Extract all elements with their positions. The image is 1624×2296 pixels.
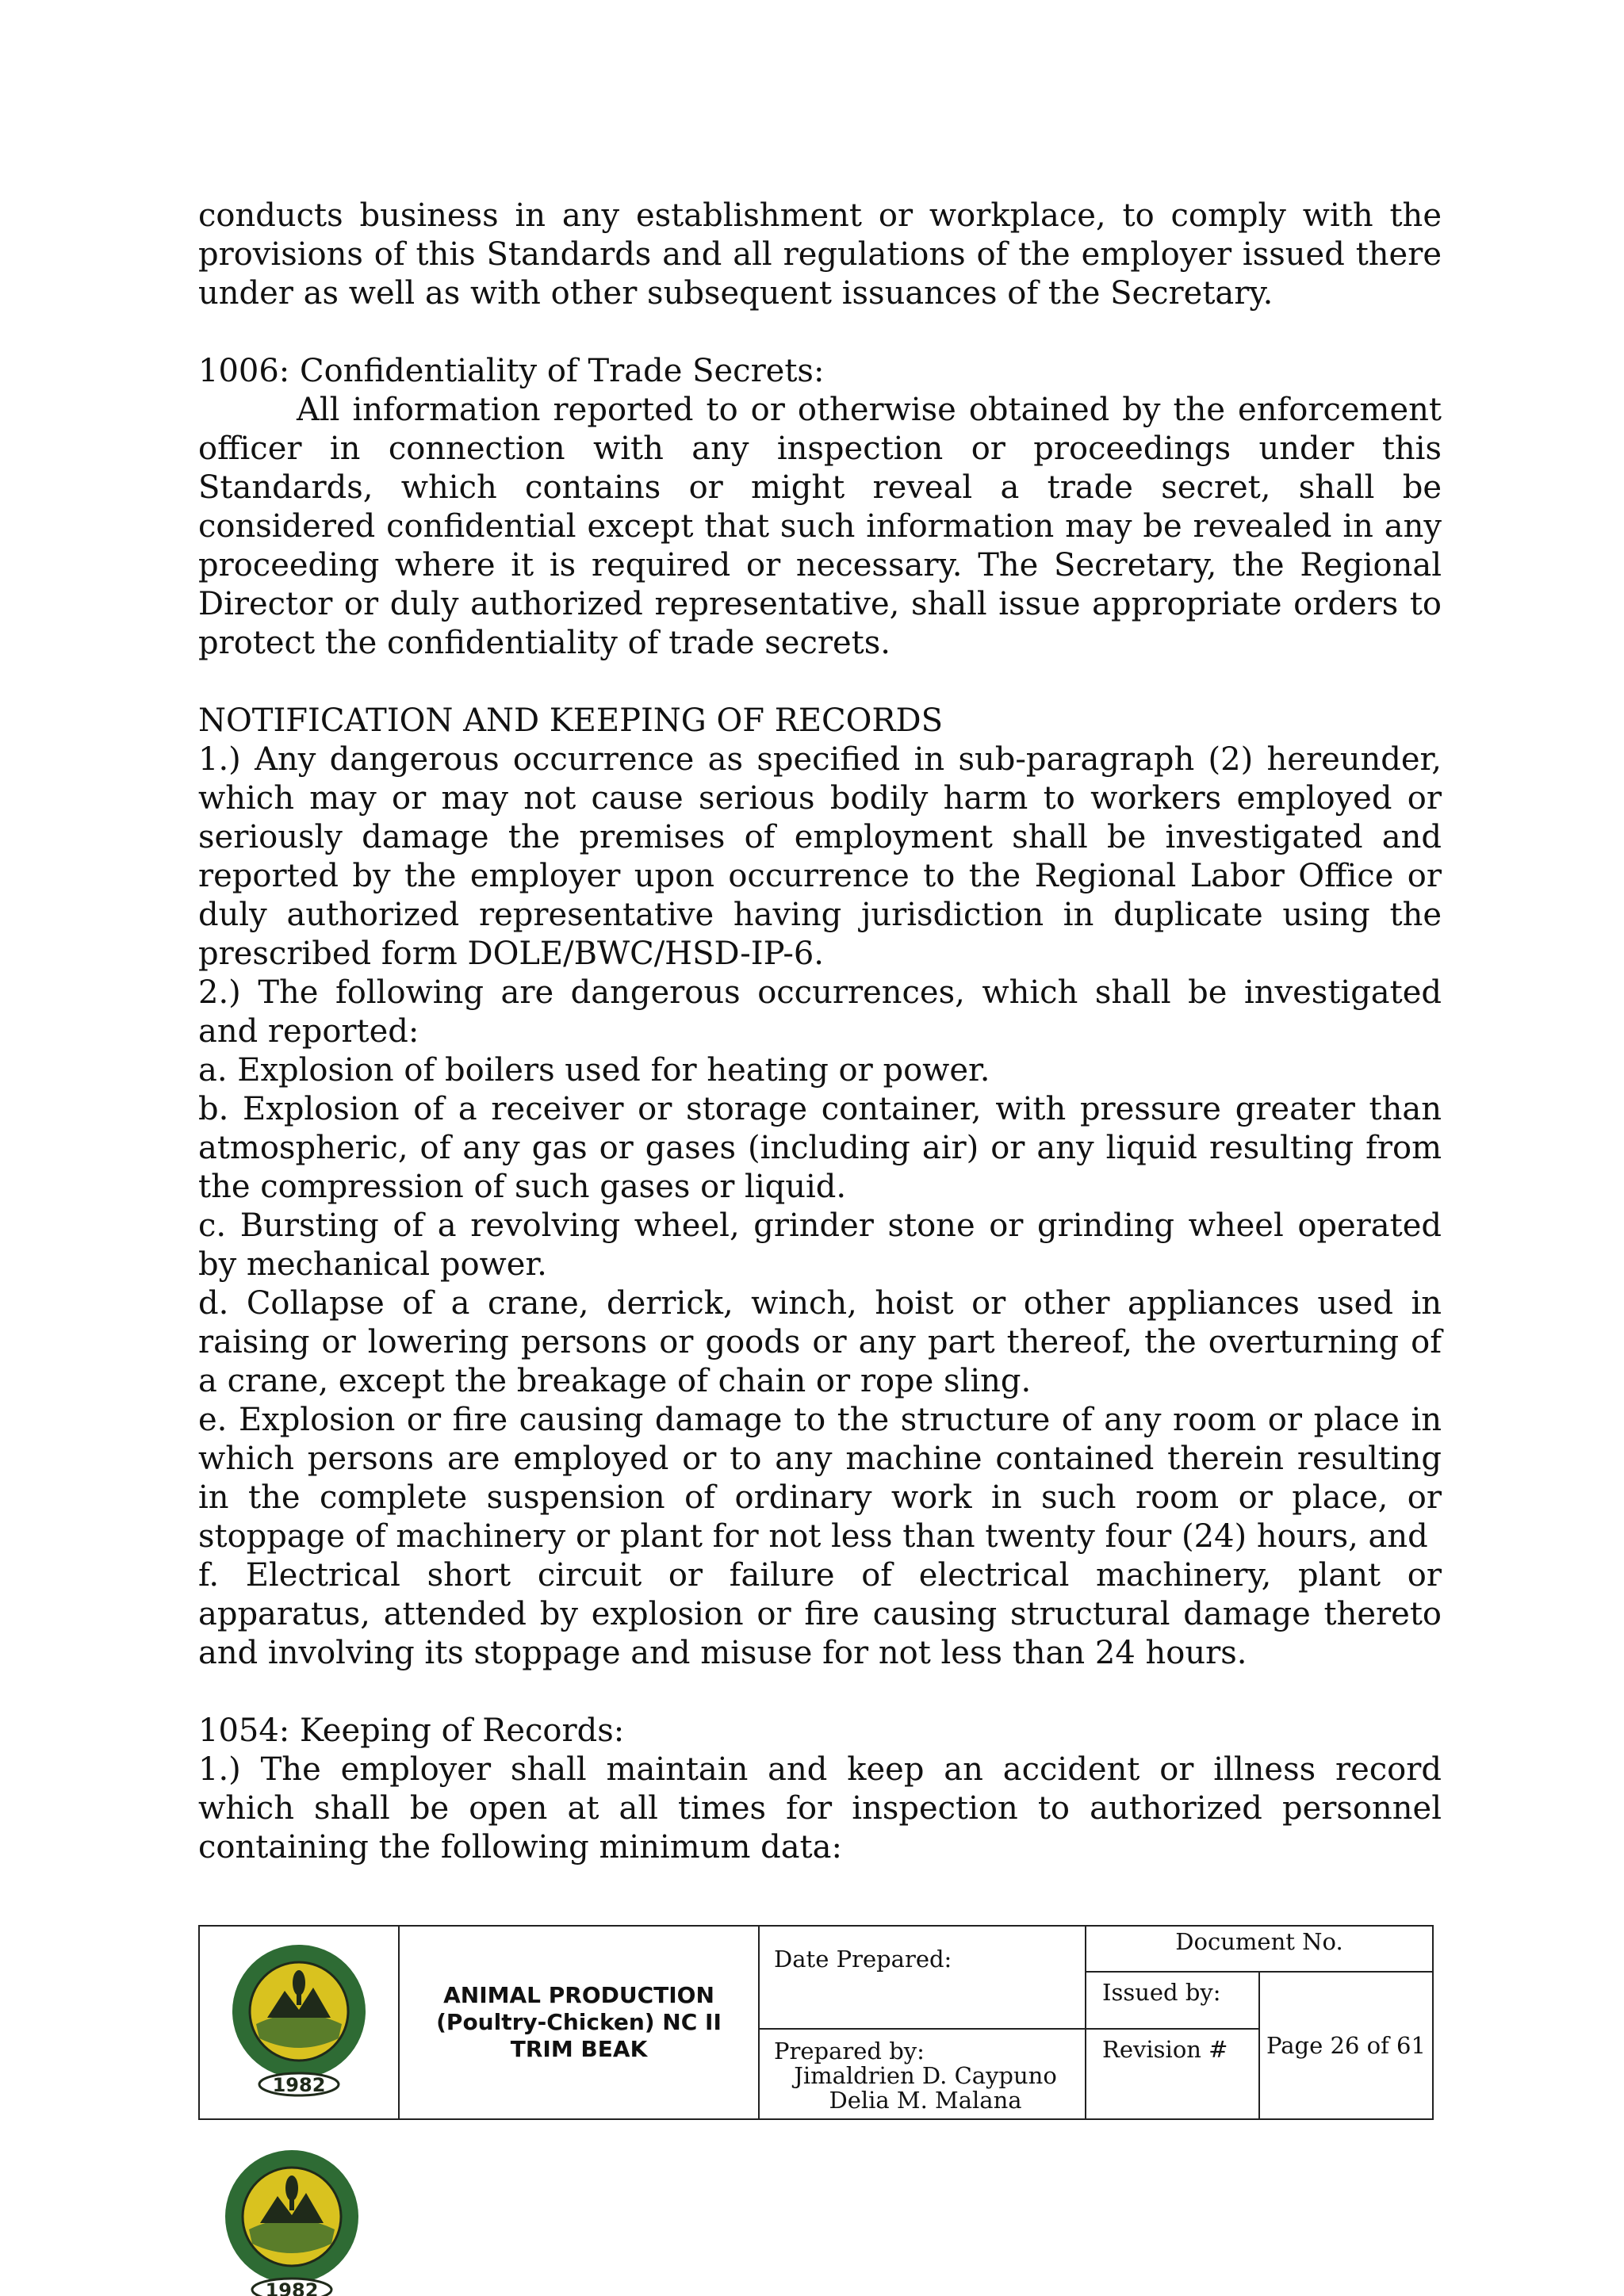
issued-by-label: Issued by:	[1102, 1979, 1221, 2006]
notification-item: 2.) The following are dangerous occurrences, which shall be investigated and reported:	[198, 974, 1442, 1050]
notification-item: 1.) Any dangerous occurrence as specified in sub-paragraph (2) hereunder, which may or may not cause serious bodily harm to workers employed or seriously damage the premises of employment shall be investigated and reported by the employer upon occurrence to the Regional Labor Office or duly authorized representative having jurisdiction in duplicate using the prescribed form DOLE/BWC/HSD-IP-6.	[198, 741, 1442, 972]
notification-item: d. Collapse of a crane, derrick, winch, hoist or other appliances used in raising or lowering persons or goods or any part thereof, the overturning of a crane, except the breakage of chain or rope sling.	[198, 1285, 1442, 1399]
preparer-name: Delia M. Malana	[829, 2087, 1022, 2114]
document-no-cell	[1086, 1926, 1433, 1972]
notification-item: f. Electrical short circuit or failure of electrical machinery, plant or apparatus, attended by explosion or fire causing structural damage thereto and involving its stoppage and misuse for not less than 24 hours.	[198, 1557, 1442, 1671]
footer-logo-cell	[199, 1926, 399, 2119]
notification-heading: NOTIFICATION AND KEEPING OF RECORDS	[198, 702, 944, 739]
revision-label: Revision #	[1102, 2036, 1228, 2063]
prepared-by-cell	[759, 2029, 1086, 2119]
page-number-cell	[1259, 1972, 1433, 2119]
footer-title-cell	[399, 1926, 759, 2119]
footer-title-line3: TRIM BEAK	[510, 2036, 648, 2062]
document-body	[198, 197, 1442, 1867]
logo-year: 1982	[272, 2074, 326, 2096]
notification-item: c. Bursting of a revolving wheel, grinder stone or grinding wheel operated by mechanical power.	[198, 1207, 1442, 1283]
document-no-label: Document No.	[1175, 1928, 1343, 1955]
notification-item: a. Explosion of boilers used for heating or power.	[198, 1052, 990, 1089]
date-prepared-cell	[759, 1926, 1086, 2029]
school-seal-icon	[220, 1942, 378, 2100]
section-1054-heading: 1054: Keeping of Records:	[198, 1712, 625, 1749]
revision-cell	[1086, 2029, 1259, 2119]
date-prepared-label: Date Prepared:	[774, 1946, 952, 1973]
section-1006-text: All information reported to or otherwise obtained by the enforcement officer in connection with any inspection or proceedings under this Standards, which contains or might reveal a trade secret, shall be considered confidential except that such information may be revealed in any proceeding where it is required or necessary. The Secretary, the Regional Director or duly authorized representative, shall issue appropriate orders to protect the confidentiality of trade secrets.	[198, 392, 1442, 661]
page-number: Page 26 of 61	[1266, 2031, 1426, 2059]
footer-title-line2: (Poultry-Chicken) NC II	[436, 2009, 722, 2035]
section-1054-text: 1.) The employer shall maintain and keep an accident or illness record which shall be open at all times for inspection to authorized personnel containing the following minimum data:	[198, 1751, 1442, 1866]
logo-year: 1982	[265, 2279, 319, 2296]
notification-item: e. Explosion or fire causing damage to the structure of any room or place in which persons are employed or to any machine contained therein resulting in the complete suspension of ordinary work in such room or place, or stoppage of machinery or plant for not less than twenty four (24) hours, and	[198, 1402, 1442, 1555]
document-footer-table	[198, 1925, 1434, 2120]
preparer-name: Jimaldrien D. Caypuno	[794, 2062, 1057, 2089]
issued-by-cell	[1086, 1972, 1259, 2029]
notification-item: b. Explosion of a receiver or storage container, with pressure greater than atmospheric, of any gas or gases (including air) or any liquid resulting from the compression of such gases or liquid.	[198, 1091, 1442, 1205]
bottom-seal	[213, 2147, 371, 2296]
section-1006-heading: 1006: Confidentiality of Trade Secrets:	[198, 353, 825, 389]
footer-title-line1: ANIMAL PRODUCTION	[443, 1982, 714, 2008]
intro-paragraph: conducts business in any establishment or workplace, to comply with the provisions of this Standards and all regulations of the employer issued there under as well as with other subsequent issuances of the Secretary.	[198, 197, 1442, 312]
school-seal-icon	[213, 2147, 371, 2296]
prepared-by-label: Prepared by:	[774, 2038, 925, 2064]
